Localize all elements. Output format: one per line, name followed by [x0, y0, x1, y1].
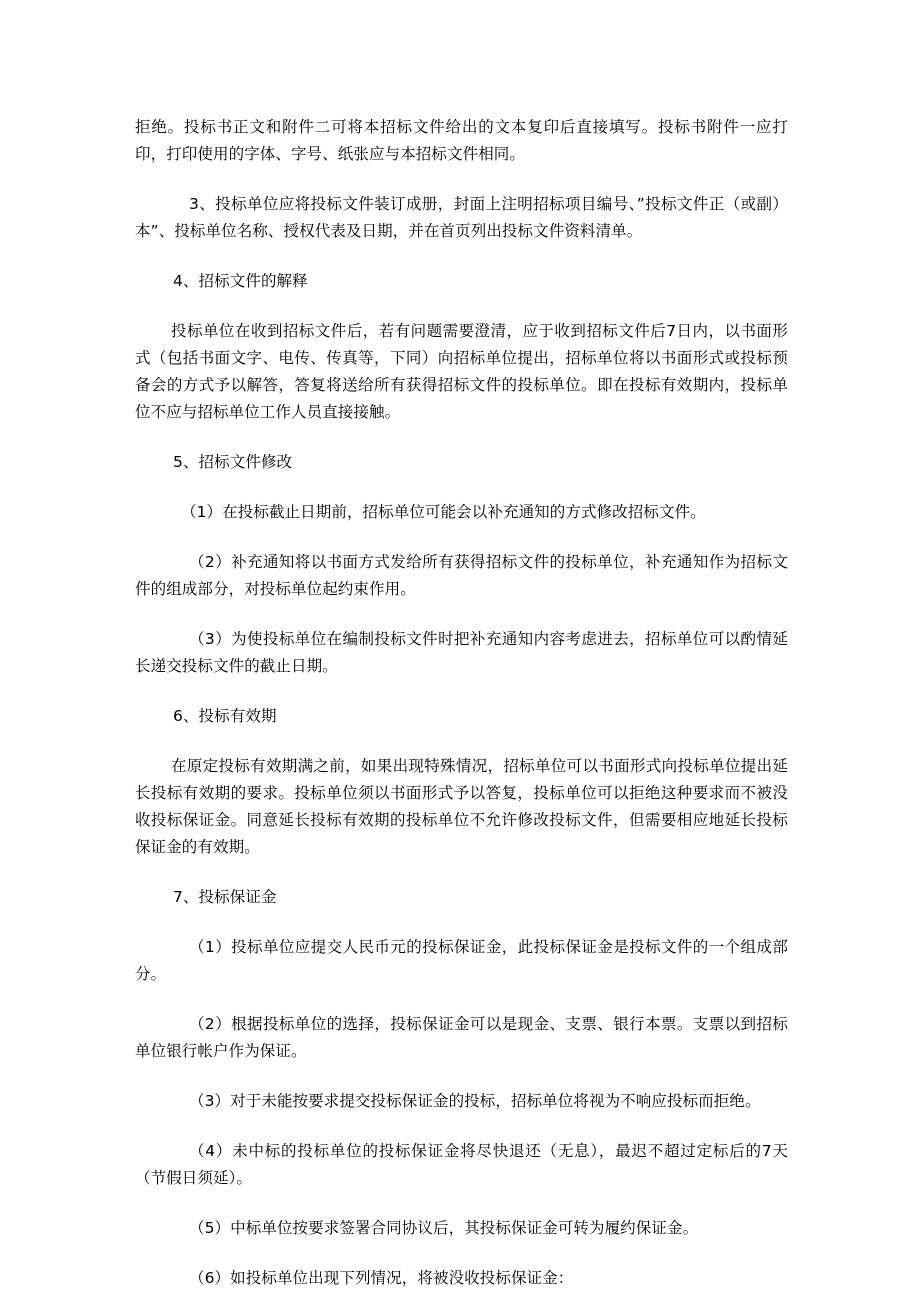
- list-item-modification-1: （1）在投标截止日期前，招标单位可能会以补充通知的方式修改招标文件。: [181, 503, 706, 521]
- section-heading-modification: 5、招标文件修改: [173, 453, 293, 471]
- list-item-modification-2: （2）补充通知将以书面方式发给所有获得招标文件的投标单位，补充通知作为招标文件的组成部分，对投标单位起约束作用。: [135, 553, 788, 598]
- list-item-deposit-1: （1）投标单位应提交人民币元的投标保证金，此投标保证金是投标文件的一个组成部分。: [135, 938, 788, 983]
- paragraph-binding-requirements: 3、投标单位应将投标文件装订成册，封面上注明招标项目编号、”投标文件正（或副）本”、投标单位名称、授权代表及日期，并在首页列出投标文件资料清单。: [135, 195, 788, 240]
- list-item-deposit-2: （2）根据投标单位的选择，投标保证金可以是现金、支票、银行本票。支票以到招标单位银行帐户作为保证。: [135, 1015, 788, 1060]
- list-item-deposit-6: （6）如投标单位出现下列情况，将被没收投标保证金：: [189, 1269, 574, 1287]
- paragraph-rejection-note: 拒绝。投标书正文和附件二可将本招标文件给出的文本复印后直接填写。投标书附件一应打印，打印使用的字体、字号、纸张应与本招标文件相同。: [135, 118, 788, 163]
- paragraph-validity: 在原定投标有效期满之前，如果出现特殊情况，招标单位可以书面形式向投标单位提出延长投标有效期的要求。投标单位须以书面形式予以答复，投标单位可以拒绝这种要求而不被没收投标保证金。同意延长投标有效期的投标单位不允许修改投标文件，但需要相应地延长投标保证金的有效期。: [135, 757, 788, 856]
- section-heading-interpretation: 4、招标文件的解释: [173, 272, 308, 290]
- paragraph-interpretation: 投标单位在收到招标文件后，若有问题需要澄清，应于收到招标文件后7日内，以书面形式（包括书面文字、电传、传真等，下同）向招标单位提出，招标单位将以书面形式或投标预备会的方式予以解答，答复将送给所有获得招标文件的投标单位。即在投标有效期内，投标单位不应与招标单位工作人员直接接触。: [135, 322, 788, 421]
- section-heading-validity: 6、投标有效期: [173, 707, 277, 725]
- list-item-deposit-5: （5）中标单位按要求签署合同协议后，其投标保证金可转为履约保证金。: [189, 1219, 699, 1237]
- section-heading-deposit: 7、投标保证金: [173, 888, 277, 906]
- list-item-modification-3: （3）为使投标单位在编制投标文件时把补充通知内容考虑进去，招标单位可以酌情延长递交投标文件的截止日期。: [135, 630, 788, 675]
- list-item-deposit-4: （4）未中标的投标单位的投标保证金将尽快退还（无息），最迟不超过定标后的7天（节假日须延）。: [135, 1142, 788, 1187]
- list-item-deposit-3: （3）对于未能按要求提交投标保证金的投标，招标单位将视为不响应投标而拒绝。: [189, 1092, 761, 1110]
